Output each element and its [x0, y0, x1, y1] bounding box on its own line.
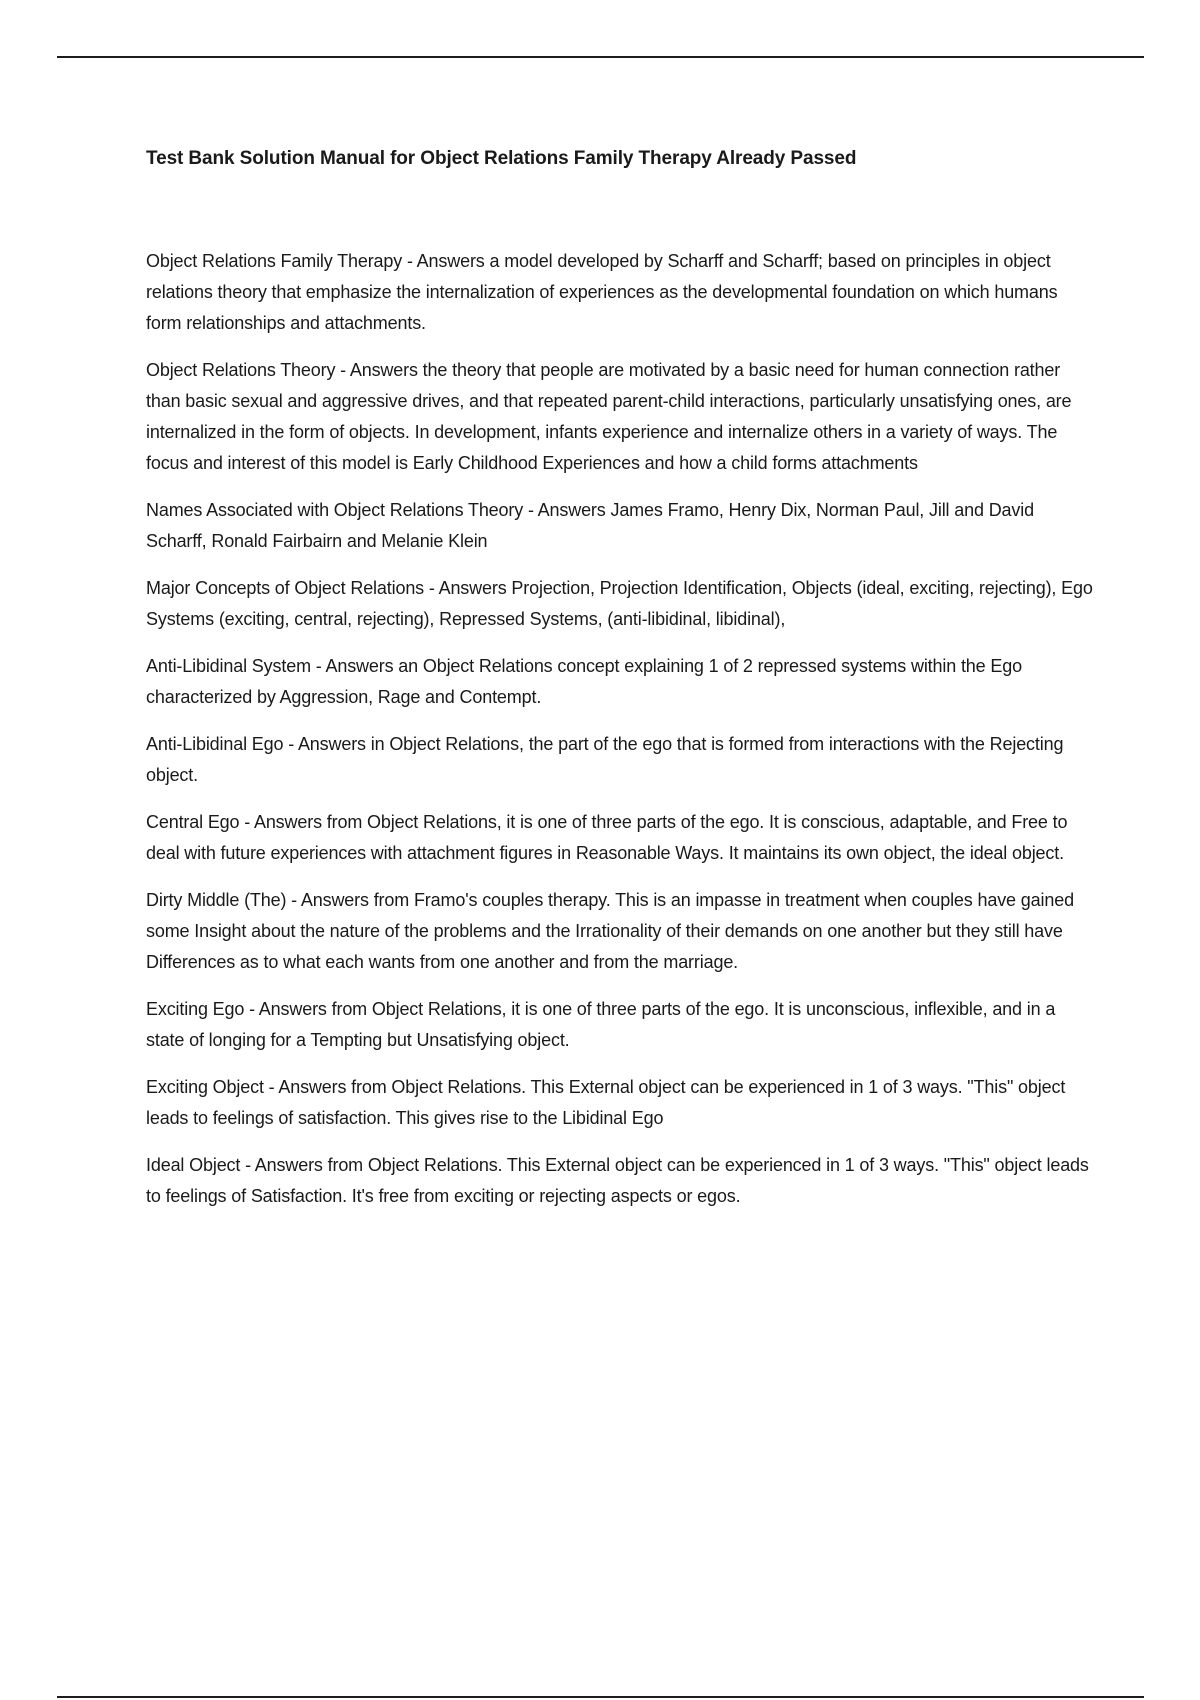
entry-exciting-ego: Exciting Ego - Answers from Object Relations, it is one of three parts of the ego. It is unconscious, inflexible, and in a state of longing for a Tempting but Unsatisfying object.: [146, 999, 1056, 1050]
entry-anti-libidinal-system: Anti-Libidinal System - Answers an Object Relations concept explaining 1 of 2 repressed systems within the Ego characterized by Aggression, Rage and Contempt.: [146, 656, 1022, 707]
entry-ideal-object: Ideal Object - Answers from Object Relations. This External object can be experienced in 1 of 3 ways. "This" object leads to feelings of Satisfaction. It's free from exciting or rejecting aspects or egos.: [146, 1155, 1089, 1206]
entry-major-concepts: Major Concepts of Object Relations - Answers Projection, Projection Identification, Objects (ideal, exciting, rejecting), Ego Systems (exciting, central, rejecting), Repressed Systems, (anti-libidinal, libidinal),: [146, 578, 1093, 629]
top-rule: [57, 56, 1144, 58]
document-body: [146, 145, 1096, 1228]
entry-central-ego: Central Ego - Answers from Object Relations, it is one of three parts of the ego. It is conscious, adaptable, and Free to deal with future experiences with attachment figures in Reasonable Ways. It maintains its own object, the ideal object.: [146, 812, 1068, 863]
entry-object-relations-theory: Object Relations Theory - Answers the theory that people are motivated by a basic need for human connection rather than basic sexual and aggressive drives, and that repeated parent-child interactions, particularly unsatisfying ones, are internalized in the form of objects. In development, infants experience and internalize others in a variety of ways. The focus and interest of this model is Early Childhood Experiences and how a child forms attachments: [146, 360, 1072, 473]
entry-object-relations-family-therapy: Object Relations Family Therapy - Answers a model developed by Scharff and Scharff; based on principles in object relations theory that emphasize the internalization of experiences as the developmental foundation on which humans form relationships and attachments.: [146, 251, 1058, 333]
entry-anti-libidinal-ego: Anti-Libidinal Ego - Answers in Object Relations, the part of the ego that is formed from interactions with the Rejecting object.: [146, 734, 1064, 785]
bottom-rule: [57, 1696, 1144, 1698]
document-title: Test Bank Solution Manual for Object Relations Family Therapy Already Passed: [146, 148, 857, 169]
entry-exciting-object: Exciting Object - Answers from Object Relations. This External object can be experienced in 1 of 3 ways. "This" object leads to feelings of satisfaction. This gives rise to the Libidinal Ego: [146, 1077, 1066, 1128]
entry-dirty-middle: Dirty Middle (The) - Answers from Framo's couples therapy. This is an impasse in treatment when couples have gained some Insight about the nature of the problems and the Irrationality of their demands on one another but they still have Differences as to what each wants from one another and from the marriage.: [146, 890, 1074, 972]
entry-names-associated: Names Associated with Object Relations Theory - Answers James Framo, Henry Dix, Norman Paul, Jill and David Scharff, Ronald Fairbairn and Melanie Klein: [146, 500, 1034, 551]
